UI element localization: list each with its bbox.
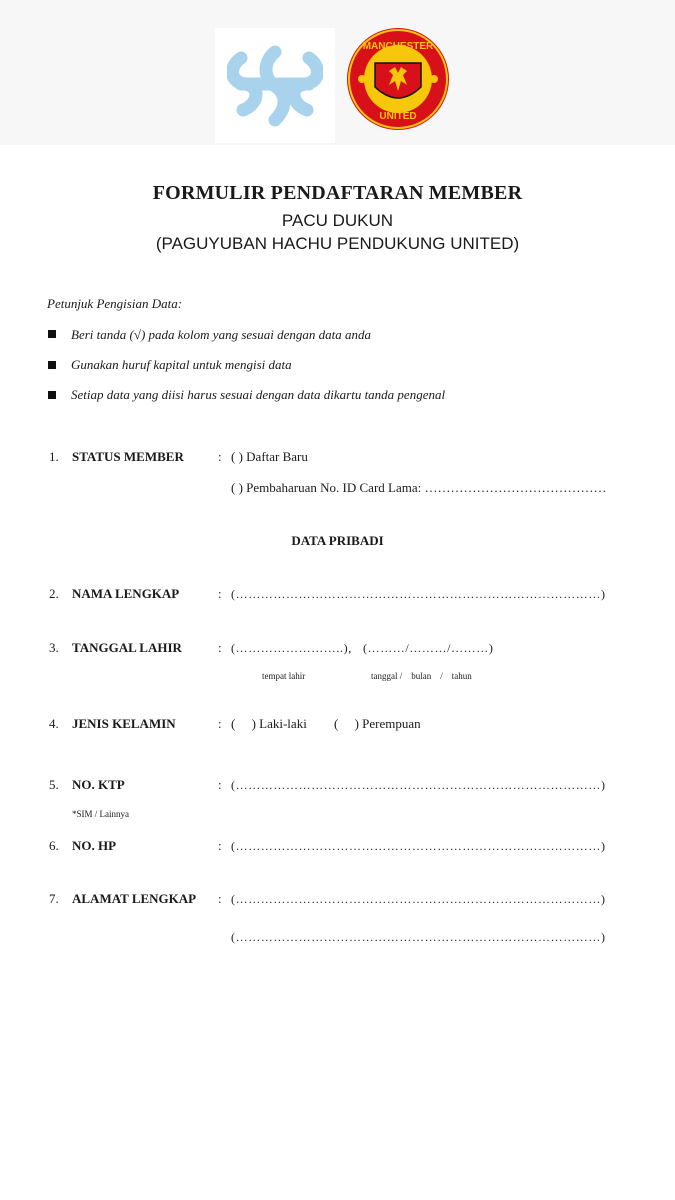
field-number: 3. (49, 640, 59, 655)
ktp-note: *SIM / Lainnya (72, 809, 129, 819)
crest-text-bottom: UNITED (379, 111, 417, 122)
birthplace-field[interactable]: (……………………..), (231, 641, 352, 655)
hp-label: NO. HP (72, 838, 117, 853)
jenis-label: JENIS KELAMIN (72, 716, 176, 731)
field-number: 4. (49, 716, 59, 731)
colon: : (218, 640, 222, 655)
colon: : (218, 716, 222, 731)
colon: : (218, 586, 222, 601)
birthdate-caption: tanggal / bulan / tahun (371, 671, 472, 681)
alamat-field-line2[interactable]: (……………………………………………………………………………) (231, 930, 606, 944)
status-new-option[interactable]: ( ) Daftar Baru (231, 449, 308, 464)
field-number: 5. (49, 777, 59, 792)
org-name: PACU DUKUN (281, 211, 394, 230)
crest-text-top: MANCHESTER (362, 41, 434, 52)
field-number: 7. (49, 891, 59, 906)
field-number: 6. (49, 838, 59, 853)
field-number: 2. (49, 586, 59, 601)
alamat-label: ALAMAT LENGKAP (72, 891, 197, 906)
colon: : (218, 891, 222, 906)
header-band (0, 0, 675, 145)
instruction-item: Setiap data yang diisi harus sesuai dengan data dikartu tanda pengenal (71, 387, 446, 402)
bullet-icon (48, 330, 56, 338)
form-title: FORMULIR PENDAFTARAN MEMBER (152, 182, 523, 204)
knot-logo-icon (227, 44, 323, 128)
instruction-item: Beri tanda (√) pada kolom yang sesuai dengan data anda (71, 327, 371, 342)
colon: : (218, 777, 222, 792)
field-number: 1. (49, 449, 59, 464)
male-option[interactable]: ( ) Laki-laki (231, 716, 307, 731)
crest-icon (345, 25, 451, 133)
status-label: STATUS MEMBER (72, 449, 184, 464)
ktp-field[interactable]: (……………………………………………………………………………) (231, 778, 606, 792)
nama-label: NAMA LENGKAP (72, 586, 180, 601)
nama-field[interactable]: (……………………………………………………………………………) (231, 587, 606, 601)
colon: : (218, 449, 222, 464)
section-heading: DATA PRIBADI (291, 533, 384, 548)
club-logo (215, 28, 335, 143)
org-full-name: (PAGUYUBAN HACHU PENDUKUNG UNITED) (155, 234, 520, 253)
birthdate-field[interactable]: (………/………/………) (363, 641, 494, 655)
manchester-united-crest (345, 25, 451, 138)
hp-field[interactable]: (……………………………………………………………………………) (231, 839, 606, 853)
instruction-item: Gunakan huruf kapital untuk mengisi data (71, 357, 292, 372)
bullet-icon (48, 391, 56, 399)
alamat-field-line1[interactable]: (……………………………………………………………………………) (231, 892, 606, 906)
female-option[interactable]: ( ) Perempuan (334, 716, 421, 731)
colon: : (218, 838, 222, 853)
ktp-label: NO. KTP (72, 777, 125, 792)
tanggal-label: TANGGAL LAHIR (72, 640, 182, 655)
instructions-heading: Petunjuk Pengisian Data: (47, 296, 183, 311)
status-renewal-option[interactable]: ( ) Pembaharuan No. ID Card Lama: …………………………………… (231, 480, 607, 495)
birthplace-caption: tempat lahir (262, 671, 306, 681)
bullet-icon (48, 361, 56, 369)
